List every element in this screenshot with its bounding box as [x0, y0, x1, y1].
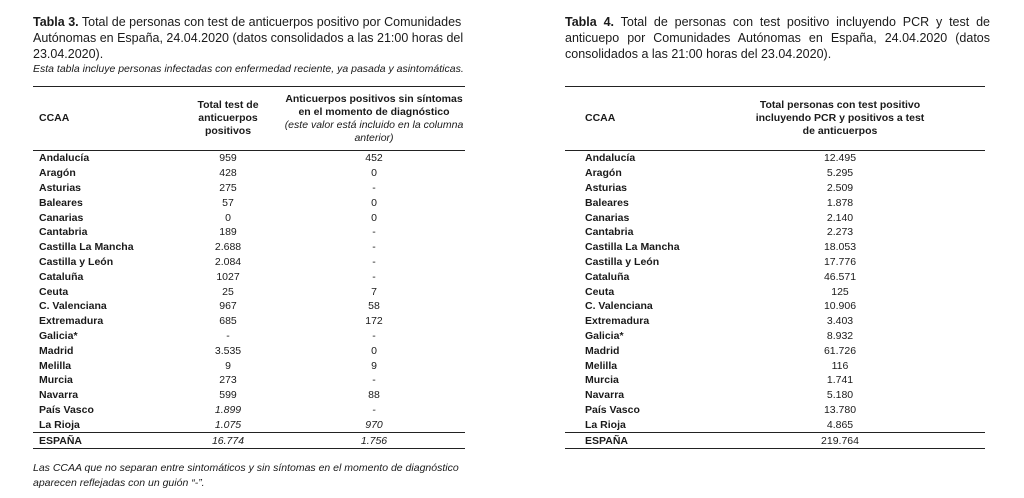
- table3-cell-ccaa: Murcia: [39, 374, 73, 387]
- table4-cell-total: 116: [831, 359, 849, 372]
- table3-cell-ccaa: Castilla y León: [39, 255, 114, 268]
- table3-cell-total: 2.688: [214, 241, 242, 254]
- table4-cell-total: 5.180: [826, 389, 854, 402]
- table3-cell-ccaa: Melilla: [39, 359, 72, 372]
- table4-cell-total: 61.726: [823, 344, 857, 357]
- table3-row: [33, 314, 465, 329]
- table4-cell-ccaa: Extremadura: [585, 315, 650, 328]
- table4-cell-total: 13.780: [823, 403, 857, 416]
- table4-cell-ccaa: Cataluña: [585, 270, 630, 283]
- table3-cell-total: 1027: [216, 270, 240, 283]
- table3-cell-asymptomatic: 7: [371, 285, 377, 298]
- table4-cell-ccaa: Castilla La Mancha: [585, 241, 680, 254]
- table3-total-label: ESPAÑA: [39, 434, 82, 447]
- table4-cell-ccaa: Melilla: [585, 359, 618, 372]
- table4-row: [565, 343, 985, 358]
- table3-cell-asymptomatic: -: [372, 226, 376, 239]
- table3-cell-asymptomatic: 9: [371, 359, 377, 372]
- table4-body: [565, 151, 985, 449]
- table3-cell-ccaa: C. Valenciana: [39, 300, 107, 313]
- table4-label: Tabla 4.: [565, 15, 614, 29]
- footnote-line-2: aparecen reflejadas con un guión “-”.: [33, 477, 205, 489]
- table3-header-asymptomatic: [283, 87, 465, 151]
- table3-row: [33, 151, 465, 166]
- table3-cell-asymptomatic: -: [372, 241, 376, 254]
- table3-cell-asymptomatic: -: [372, 270, 376, 283]
- table3-row: [33, 403, 465, 418]
- table4-cell-total: 12.495: [823, 152, 857, 165]
- table4-row: [565, 210, 985, 225]
- table3-cell-ccaa: La Rioja: [39, 418, 80, 431]
- table4-header-total: Total personas con test positivo incluyendo PCR y positivos a test de anticuerpos: [755, 99, 925, 137]
- table4-cell-total: 1.741: [826, 374, 854, 387]
- table3-note: Esta tabla incluye personas infectadas con enfermedad reciente, ya pasada y asintomáticas.: [33, 63, 464, 75]
- table4-cell-ccaa: Madrid: [585, 344, 620, 357]
- table4-cell-total: 3.403: [826, 315, 854, 328]
- table4-row: [565, 329, 985, 344]
- table3-row: [33, 255, 465, 270]
- table3-row: [33, 225, 465, 240]
- table3-cell-ccaa: Ceuta: [39, 285, 69, 298]
- table3-cell-ccaa: Baleares: [39, 196, 83, 209]
- table3-row: [33, 210, 465, 225]
- table4-row: [565, 166, 985, 181]
- table4-row: [565, 240, 985, 255]
- table4-row: [565, 299, 985, 314]
- table4-cell-ccaa: Castilla y León: [585, 255, 660, 268]
- table3-cell-total: 9: [225, 359, 231, 372]
- table4-panel: [565, 14, 990, 447]
- table3-total-value: 16.774: [211, 434, 245, 447]
- table3-cell-ccaa: País Vasco: [39, 403, 94, 416]
- table4-cell-ccaa: La Rioja: [585, 418, 626, 431]
- table3-cell-asymptomatic: 0: [371, 211, 377, 224]
- table4-caption-text: Total de personas con test positivo incluyendo PCR y test de anticuepo por Comunidades Autónomas en España, 24.04.2020 (datos consolidados a las 21:00 horas del 23.04.2020).: [565, 15, 990, 61]
- table3-header-total: Total test de anticuerpos positivos: [197, 99, 259, 137]
- table4-row: [565, 151, 985, 166]
- table4-cell-total: 2.509: [826, 181, 854, 194]
- table4-cell-ccaa: Ceuta: [585, 285, 615, 298]
- table3-row: [33, 343, 465, 358]
- table4-row: [565, 403, 985, 418]
- table3-header-asymptomatic-main: Anticuerpos positivos sin síntomas en el momento de diagnóstico: [285, 92, 463, 118]
- footnote-line-1: Las CCAA que no separan entre sintomáticos y sin síntomas en el momento de diagnóstico: [33, 462, 459, 474]
- table3-cell-ccaa: Aragón: [39, 167, 76, 180]
- table4-cell-ccaa: Aragón: [585, 167, 622, 180]
- table3-cell-total: 275: [219, 181, 237, 194]
- table4-cell-ccaa: Cantabria: [585, 226, 634, 239]
- table4-row: [565, 269, 985, 284]
- table3-cell-total: 57: [222, 196, 234, 209]
- table3-cell-asymptomatic: -: [372, 329, 376, 342]
- table3-cell-ccaa: Madrid: [39, 344, 74, 357]
- table4-cell-ccaa: Andalucía: [585, 152, 636, 165]
- table4-cell-ccaa: Galicia*: [585, 329, 624, 342]
- table4-cell-total: 1.878: [826, 196, 854, 209]
- table3-cell-ccaa: Canarias: [39, 211, 84, 224]
- table3-caption: [33, 14, 498, 62]
- table4-row: [565, 181, 985, 196]
- table4-caption: [565, 14, 990, 62]
- table3-cell-total: 189: [219, 226, 237, 239]
- table3-row: [33, 269, 465, 284]
- table3-row: [33, 373, 465, 388]
- table4-header-ccaa: CCAA: [585, 112, 616, 124]
- table4-cell-ccaa: C. Valenciana: [585, 300, 653, 313]
- table3-row: [33, 195, 465, 210]
- table4-cell-ccaa: Murcia: [585, 374, 619, 387]
- table3-cell-asymptomatic: 58: [368, 300, 380, 313]
- table4-cell-ccaa: Asturias: [585, 181, 628, 194]
- table4-cell-total: 8.932: [826, 329, 854, 342]
- table3: [33, 86, 465, 449]
- table3-cell-total: 1.899: [214, 403, 242, 416]
- table3-cell-total: 3.535: [214, 344, 242, 357]
- table4-row: [565, 388, 985, 403]
- table3-cell-total: 2.084: [214, 255, 242, 268]
- table3-row: [33, 299, 465, 314]
- table4-cell-ccaa: Canarias: [585, 211, 630, 224]
- table3-cell-total: -: [226, 329, 230, 342]
- table3-panel: [33, 14, 498, 447]
- table3-cell-total: 959: [219, 152, 237, 165]
- table4-cell-ccaa: Navarra: [585, 389, 625, 402]
- table4-cell-total: 4.865: [826, 418, 854, 431]
- table4-row: [565, 195, 985, 210]
- table3-caption-text: Total de personas con test de anticuerpos positivo por Comunidades Autónomas en España, 24.04.2020 (datos consolidados a las 21:00 horas del 23.04.2020).: [33, 15, 464, 61]
- table3-cell-ccaa: Galicia*: [39, 329, 78, 342]
- table3-footnote: [33, 461, 459, 491]
- table4-row: [565, 255, 985, 270]
- table4-total-value: 219.764: [821, 434, 859, 447]
- table4-row: [565, 284, 985, 299]
- table3-cell-ccaa: Cataluña: [39, 270, 84, 283]
- table4-cell-ccaa: Baleares: [585, 196, 629, 209]
- table3-row: [33, 181, 465, 196]
- table3-row: [33, 388, 465, 403]
- table4: [565, 86, 985, 449]
- table4-total-label: ESPAÑA: [585, 434, 628, 447]
- table3-cell-asymptomatic: 172: [365, 315, 383, 328]
- table3-cell-ccaa: Asturias: [39, 181, 82, 194]
- table3-row: [33, 358, 465, 373]
- table3-row: [33, 329, 465, 344]
- table3-cell-ccaa: Cantabria: [39, 226, 88, 239]
- table4-header-row: [565, 87, 985, 151]
- table3-total-asymptomatic: 1.756: [360, 434, 388, 447]
- table4-cell-total: 10.906: [823, 300, 857, 313]
- table3-cell-total: 599: [219, 389, 237, 402]
- table4-row: [565, 314, 985, 329]
- table4-total-row: [565, 433, 985, 449]
- table3-cell-total: 25: [222, 285, 234, 298]
- table4-cell-ccaa: País Vasco: [585, 403, 640, 416]
- table3-cell-total: 967: [219, 300, 237, 313]
- table4-cell-total: 2.273: [826, 226, 854, 239]
- table3-cell-asymptomatic: 970: [365, 418, 383, 431]
- table4-cell-total: 46.571: [823, 270, 857, 283]
- table4-row: [565, 417, 985, 432]
- table3-cell-asymptomatic: -: [372, 255, 376, 268]
- table3-cell-ccaa: Extremadura: [39, 315, 104, 328]
- table3-cell-asymptomatic: -: [372, 403, 376, 416]
- table3-row: [33, 166, 465, 181]
- table3-cell-asymptomatic: 0: [371, 344, 377, 357]
- table4-cell-total: 2.140: [826, 211, 854, 224]
- table3-header-ccaa: CCAA: [39, 112, 70, 124]
- table3-body: [33, 151, 465, 449]
- table4-cell-total: 18.053: [823, 241, 857, 254]
- table3-cell-total: 685: [219, 315, 237, 328]
- table3-label: Tabla 3.: [33, 15, 79, 29]
- table3-row: [33, 240, 465, 255]
- table3-cell-asymptomatic: 452: [365, 152, 383, 165]
- table3-cell-ccaa: Andalucía: [39, 152, 90, 165]
- table3-cell-asymptomatic: 88: [368, 389, 380, 402]
- table4-row: [565, 225, 985, 240]
- table3-header-row: [33, 87, 465, 151]
- table3-cell-ccaa: Castilla La Mancha: [39, 241, 134, 254]
- table3-cell-total: 1.075: [214, 418, 242, 431]
- table3-row: [33, 284, 465, 299]
- table3-cell-total: 273: [219, 374, 237, 387]
- table3-total-row: [33, 433, 465, 449]
- table4-cell-total: 5.295: [826, 167, 854, 180]
- table3-header-asymptomatic-sub: (este valor está incluido en la columna anterior): [284, 118, 464, 144]
- table4-row: [565, 373, 985, 388]
- table3-cell-asymptomatic: 0: [371, 167, 377, 180]
- table3-cell-ccaa: Navarra: [39, 389, 79, 402]
- table4-cell-total: 125: [831, 285, 849, 298]
- table3-cell-total: 428: [219, 167, 237, 180]
- table4-cell-total: 17.776: [823, 255, 857, 268]
- table3-cell-total: 0: [225, 211, 231, 224]
- table3-cell-asymptomatic: 0: [371, 196, 377, 209]
- table3-cell-asymptomatic: -: [372, 181, 376, 194]
- table4-row: [565, 358, 985, 373]
- table3-cell-asymptomatic: -: [372, 374, 376, 387]
- table3-row: [33, 417, 465, 432]
